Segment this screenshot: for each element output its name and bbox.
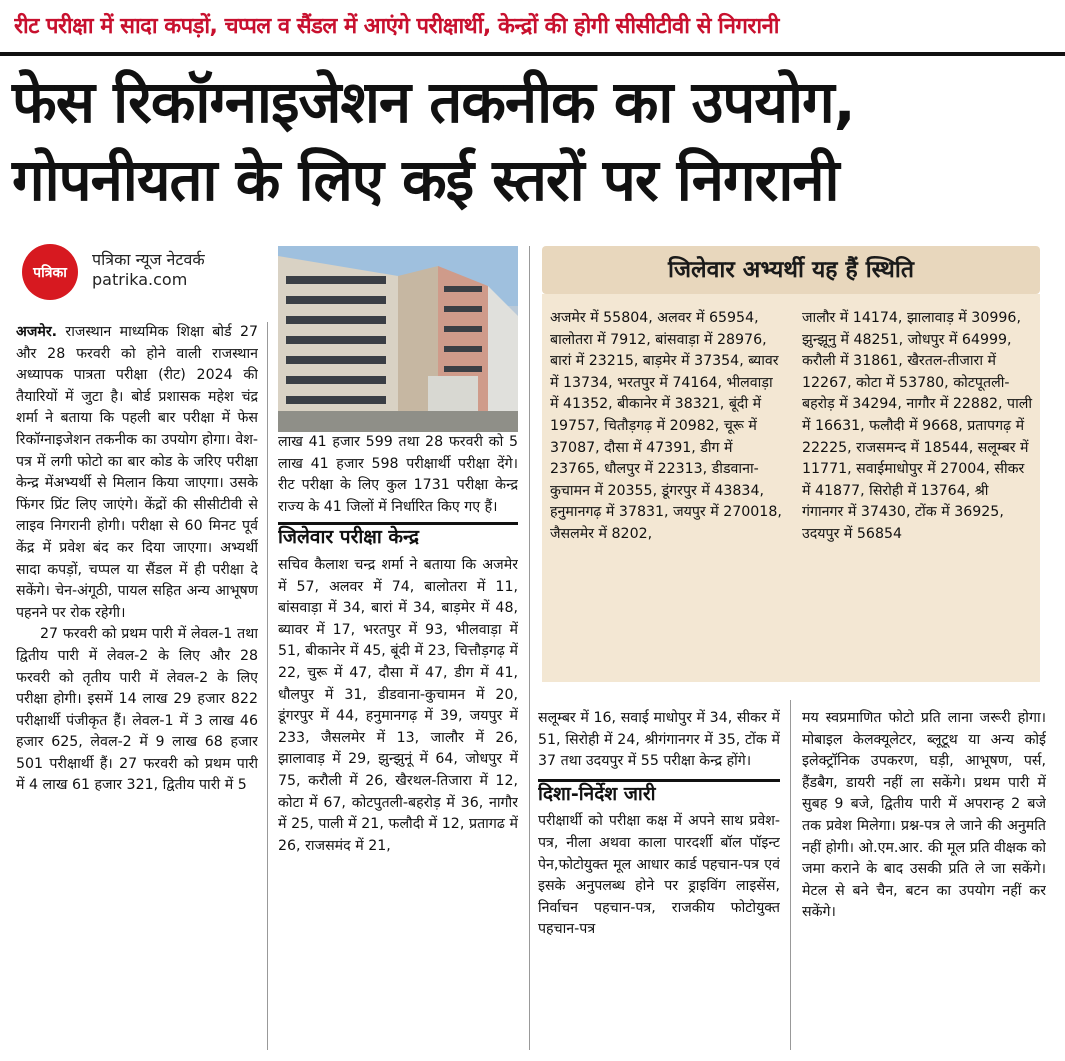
byline — [92, 250, 205, 290]
patrika-logo: पत्रिका — [22, 244, 78, 300]
article-paragraph-6: परीक्षार्थी को परीक्षा कक्ष में अपने साथ प्रवेश-पत्र, नीला अथवा काला पारदर्शी बॉल पॉइन्ट पेन,फोटोयुक्त मूल आधार कार्ड पहचान-पत्र एवं इसके अनुपलब्ध होने पर ड्राइविंग लाइसेंस, निर्वाचन पहचान-पत्र, राजकीय फोटोयुक्त पहचान-पत्र — [538, 813, 780, 938]
subhead-district-centers: जिलेवार परीक्षा केन्द्र — [278, 522, 518, 549]
board-building-photo — [278, 246, 518, 432]
candidates-box-column-2: जालौर में 14174, झालावाड़ में 30996, झुन्झूनु में 48251, जोधपुर में 64999, करौली में 31861, खैरतल-तीजारा में 12267, कोटा में 53780, कोटपूतली-बहरोड़ में 34294, नागौर में 22882, पाली में 16631, फलौदी में 9668, प्रतापगढ़ में 22225, राजसमन्द में 18544, सलूम्बर में 11771, सवाईमाधोपुर में 27004, सीकर में 41877, सिरोही में 13764, श्री गंगानगर में 37430, टोंक में 36925, उदयपुर में 56854 — [802, 310, 1033, 542]
article-paragraph-4: सचिव कैलाश चन्द्र शर्मा ने बताया कि अजमेर में 57, अलवर में 74, बालोतरा में 11, बांसवाड़ा में 34, बारां में 34, बाड़मेर में 48, ब्यावर में 17, भरतपुर में 93, भीलवाड़ा में 51, बीकानेर में 45, बूंदी में 23, चित्तौड़गढ़ में 22, चुरू में 47, दौसा में 47, डीग में 41, धौलपुर में 31, डीडवाना-कुचामन में 20, डूंगरपुर में 44, हनुमानगढ़ में 39, जयपुर में 233, जैसलमेर में 13, जालौर में 26, झालावाड़ में 29, झुन्झुनूं में 64, जोधपुर में 75, करौली में 26, खैरथल-तिजारा में 12, कोटा में 67, कोटपुतली-बहरोड़ में 36, नागौर में 25, पाली में 21, फलौदी में 12, प्रतागढ में 26, राजसमंद में 21, — [278, 556, 518, 854]
column-divider — [790, 700, 791, 1050]
article-column-4 — [802, 708, 1046, 1050]
candidates-box-column-1: अजमेर में 55804, अलवर में 65954, बालोतरा में 7912, बांसवाड़ा में 28976, बारां में 23215, बाड़मेर में 37354, ब्यावर में 13734, भरतपुर में 74164, भीलवाड़ा में 41352, बीकानेर में 38321, बूंदी में 19757, चितौड़गढ़ में 20982, चूरू में 37087, दौसा में 47391, डीग में 23765, धौलपुर में 22313, डीडवाना-कुचामन में 20355, डूंगरपुर में 43834, हनुमानगढ़ में 37831, जयपुर में 270018, जैसलमेर में 8202, — [550, 310, 782, 542]
article-paragraph-1: राजस्थान माध्यमिक शिक्षा बोर्ड 27 और 28 फरवरी को होने वाली राजस्थान अध्यापक पात्रता परीक्षा (रीट) 2024 की तैयारियों में जुटा है। बोर्ड प्रशासक महेश चंद्र शर्मा ने बताया कि पहली बार परीक्षा में फेस रिकॉग्नाइजेशन तकनीक का उपयोग होगा। वेश-पत्र में लगी फोटो का बार कोड के जरिए परीक्षा केन्द्र मेंअभ्यर्थी से मिलान किया जाएगा। उसके फिंगर प्रिंट लिए जाएंगे। केंद्रों की सीसीटीवी से लाइव निगरानी होगी। परीक्षा से 60 मिनट पूर्व केंद्र में प्रवेश बंद कर दिया जाएगा। अभ्यर्थी सादा कपड़ों, चप्पल या सैंडल में ही परीक्षा दे सकेंगे। चेन-अंगूठी, पायल सहित अन्य आभूषण पहनने पर रोक रहेगी। — [16, 324, 258, 621]
article-paragraph-5: सलूम्बर में 16, सवाई माधोपुर में 34, सीकर में 51, सिरोही में 24, श्रीगंगानगर में 35, टोंक में 37 तथा उदयपुर में 55 परीक्षा केन्द्र होंगे। — [538, 710, 780, 770]
headline-line-1: फेस रिकॉग्नाइजेशन तकनीक का उपयोग, — [12, 68, 855, 136]
dateline: अजमेर. — [16, 324, 58, 340]
column-divider — [267, 322, 268, 1050]
article-column-3 — [538, 708, 780, 1050]
headline-line-2: गोपनीयता के लिए कई स्तरों पर निगरानी — [12, 146, 839, 214]
column-divider — [529, 246, 530, 1050]
byline-site: patrika.com — [92, 270, 188, 289]
article-column-1 — [16, 322, 258, 1050]
subhead-guidelines: दिशा-निर्देश जारी — [538, 779, 780, 806]
article-paragraph-2: 27 फरवरी को प्रथम पारी में लेवल-1 तथा द्वितीय पारी में लेवल-2 के लिए और 28 फरवरी को तृतीय पारी में लेवल-2 के लिए परीक्षा होगी। इसमें 14 लाख 29 हजार 822 परीक्षार्थी पंजीकृत हैं। लेवल-1 में 3 लाख 46 हजार 625, लेवल-2 में 9 लाख 68 हजार 501 परीक्षार्थी हैं। 27 फरवरी को प्रथम पारी में 4 लाख 61 हजार 321, द्वितीय पारी में 5 — [16, 626, 258, 794]
article-paragraph-7: मय स्वप्रमाणित फोटो प्रति लाना जरूरी होगा। मोबाइल केलक्यूलेटर, ब्लूटूथ या अन्य कोई इलेक्ट्रॉनिक उपकरण, घड़ी, आभूषण, पर्स, हैंडबैग, डायरी नहीं ला सकेंगे। प्रथम पारी में सुबह 9 बजे, द्वितीय पारी में अपरान्ह 2 बजे तक प्रवेश मिलेगा। प्रश्न-पत्र ले जाने की अनुमति नहीं होगी। ओ.एम.आर. की मूल प्रति वीक्षक को जमा कराने के बाद उसकी प्रति ले जा सकेंगे। मेटल से बने चैन, बटन का उपयोग नहीं कर सकेंगे। — [802, 710, 1046, 921]
article-column-2 — [278, 432, 518, 1050]
top-rule — [0, 52, 1065, 56]
candidates-box-title: जिलेवार अभ्यर्थी यह हैं स्थिति — [542, 246, 1040, 294]
kicker-line: रीट परीक्षा में सादा कपड़ों, चप्पल व सैंडल में आएंगे परीक्षार्थी, केन्द्रों की होगी सीसीटीवी से निगरानी — [14, 14, 779, 39]
article-paragraph-3: लाख 41 हजार 599 तथा 28 फरवरी को 5 लाख 41 हजार 598 परीक्षार्थी परीक्षा देंगे। रीट परीक्षा के लिए कुल 1731 परीक्षा केन्द्र राज्य के 41 जिलों में निर्धारित किए गए हैं। — [278, 434, 518, 515]
byline-network: पत्रिका न्यूज नेटवर्क — [92, 250, 205, 269]
